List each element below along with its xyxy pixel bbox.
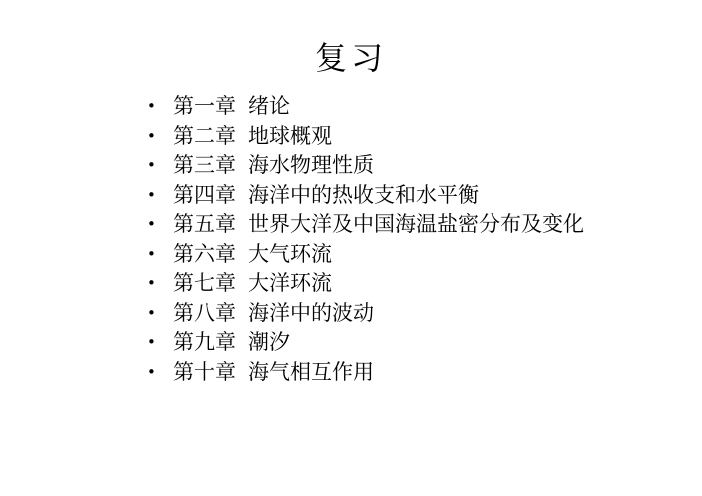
bullet-icon: •: [147, 274, 156, 292]
chapter-item-6: [142, 240, 622, 270]
chapter-title: 大气环流: [248, 241, 332, 266]
chapter-title: 世界大洋及中国海温盐密分布及变化: [248, 212, 584, 236]
bullet-icon: •: [147, 126, 156, 145]
bullet-icon: •: [147, 185, 156, 204]
chapter-title: 绪论: [248, 94, 290, 118]
chapter-number: 第二章: [173, 123, 236, 148]
chapter-number: 第七章: [173, 271, 236, 295]
chapter-item-9: [142, 328, 622, 358]
chapter-title: 海洋中的热收支和水平衡: [248, 182, 479, 207]
chapter-number: 第一章: [173, 94, 236, 118]
chapter-item-1: [142, 92, 622, 122]
bullet-icon: •: [147, 244, 156, 263]
chapter-list: [142, 92, 622, 387]
chapter-item-10: [142, 358, 622, 388]
chapter-item-5: [142, 210, 622, 240]
chapter-title: 地球概观: [248, 123, 332, 148]
chapter-number: 第三章: [173, 153, 236, 177]
chapter-item-2: [142, 122, 622, 152]
bullet-icon: •: [147, 97, 156, 115]
chapter-item-7: [142, 269, 622, 299]
slide-title: 复习: [314, 39, 387, 77]
chapter-item-8: [142, 299, 622, 329]
bullet-icon: •: [147, 303, 156, 322]
chapter-number: 第八章: [173, 300, 236, 325]
chapter-title: 大洋环流: [248, 271, 332, 295]
chapter-number: 第九章: [173, 330, 236, 354]
chapter-title: 潮汐: [248, 330, 290, 354]
chapter-number: 第四章: [173, 182, 236, 207]
chapter-number: 第十章: [173, 359, 236, 384]
chapter-title: 海洋中的波动: [248, 300, 374, 325]
chapter-item-3: [142, 151, 622, 181]
chapter-title: 海水物理性质: [248, 153, 374, 177]
chapter-item-4: [142, 181, 622, 211]
bullet-icon: •: [147, 333, 156, 351]
bullet-icon: •: [147, 362, 156, 381]
chapter-title: 海气相互作用: [248, 359, 374, 384]
chapter-number: 第六章: [173, 241, 236, 266]
bullet-icon: •: [147, 156, 156, 174]
bullet-icon: •: [147, 215, 156, 233]
chapter-number: 第五章: [173, 212, 236, 236]
